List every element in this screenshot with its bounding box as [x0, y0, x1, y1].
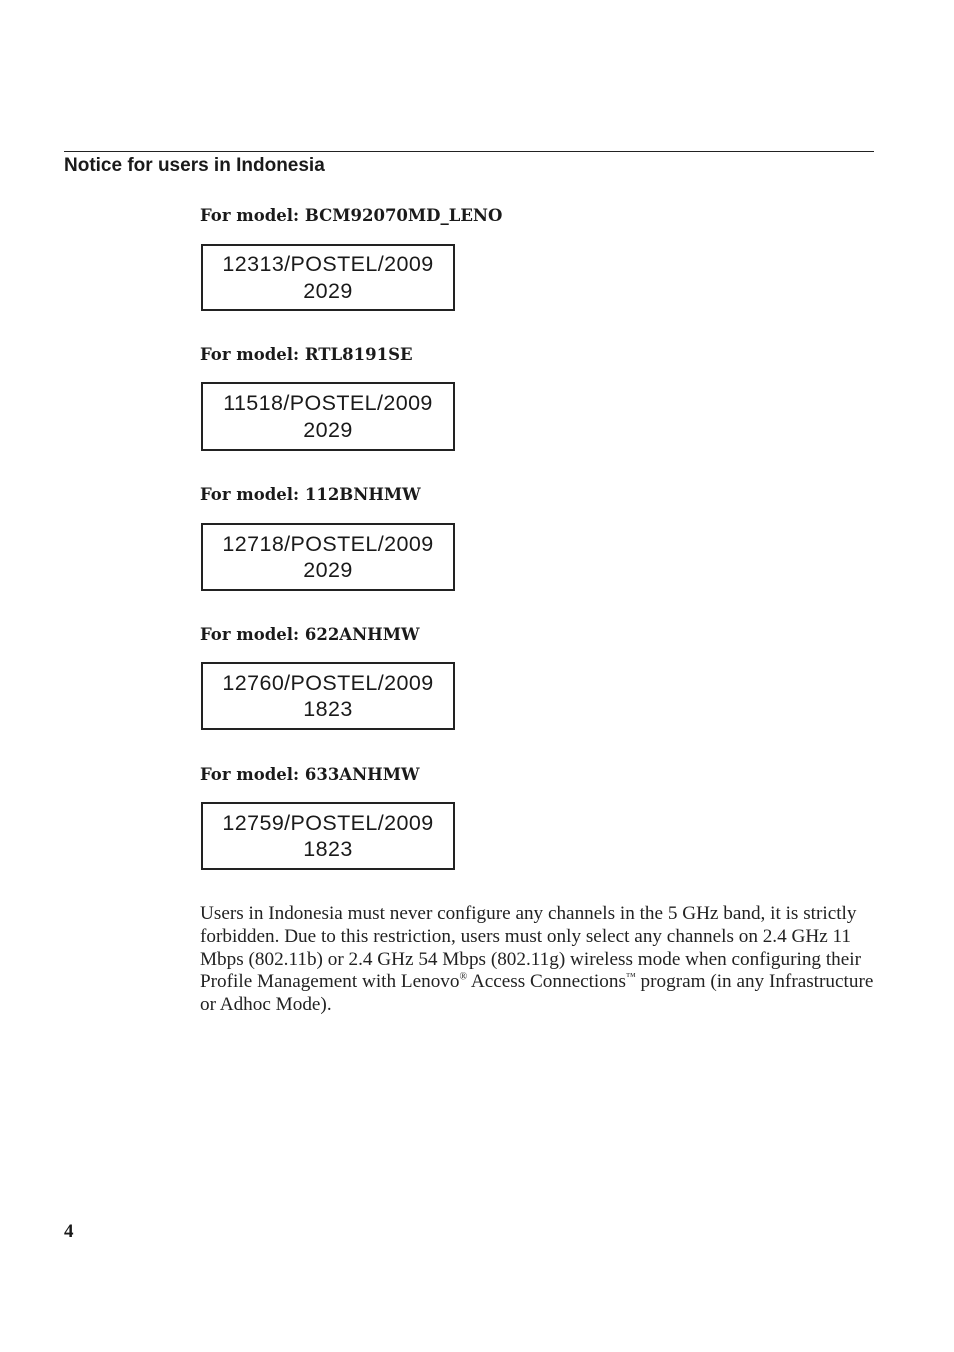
section-title: Notice for users in Indonesia	[64, 155, 325, 176]
certification-number: 12313/POSTEL/2009	[222, 252, 434, 276]
certification-code: 1823	[303, 837, 353, 861]
notice-text-part3: program (in any Infrastructure or Adhoc Mode).	[200, 971, 874, 1016]
certification-code: 2029	[303, 558, 353, 582]
indonesia-notice-paragraph	[200, 903, 876, 1017]
certification-number: 12760/POSTEL/2009	[222, 670, 434, 695]
notice-text-part2: Access Connections	[467, 971, 626, 993]
model-label-rtl8191se: For model: RTL8191SE	[200, 345, 413, 364]
certification-box-112bnhmw	[201, 523, 455, 591]
certification-box-633anhmw	[201, 802, 455, 870]
trademark-mark: ™	[625, 972, 636, 983]
model-label-bcm92070md-leno: For model: BCM92070MD_LENO	[200, 206, 503, 225]
notice-text-part1: Users in Indonesia must never configure any channels in the 5 GHz band, it is strictly forbidden. Due to this restriction, users must only select any channels on 2.4 GHz 11 Mbps (802.11b) or 2.4 GHz 54 Mbps (802.11g) wireless mode when configuring their Profile Management with Lenovo	[200, 903, 861, 993]
header-rule	[64, 151, 874, 152]
certification-number: 12718/POSTEL/2009	[222, 531, 434, 556]
certification-number: 12759/POSTEL/2009	[222, 810, 434, 835]
page-number: 4	[64, 1221, 74, 1242]
certification-code: 2029	[303, 417, 353, 442]
certification-box-rtl8191se	[201, 382, 455, 451]
model-label-633anhmw: For model: 633ANHMW	[200, 765, 420, 784]
model-label-622anhmw: For model: 622ANHMW	[200, 625, 420, 644]
certification-code: 1823	[303, 697, 353, 721]
model-label-112bnhmw: For model: 112BNHMW	[200, 485, 421, 504]
certification-code: 2029	[303, 278, 353, 303]
certification-box-622anhmw	[201, 662, 455, 730]
certification-number: 11518/POSTEL/2009	[223, 391, 433, 415]
certification-box-bcm92070md-leno	[201, 244, 455, 311]
registered-mark: ®	[459, 972, 468, 983]
